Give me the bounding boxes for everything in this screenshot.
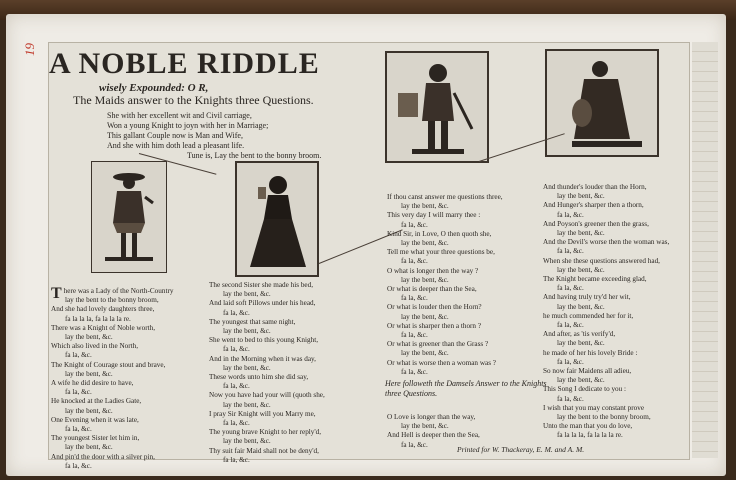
verse-line: lay the bent, &c. xyxy=(223,437,271,446)
verse-line: fa la, &c. xyxy=(557,357,584,366)
verse-line: fa la, &c. xyxy=(401,331,428,340)
verse-column-4 xyxy=(543,183,689,441)
ballad-subtitle-2: The Maids answer to the Knights three Questions. xyxy=(73,93,314,107)
verse-line: Or what is deeper than the Sea, xyxy=(387,285,477,294)
verse-line: One Evening when it was late, xyxy=(51,415,139,424)
verse-line: lay the bent, &c. xyxy=(65,333,113,342)
intro-line: And she with him doth lead a pleasant life. xyxy=(107,141,245,150)
cloaked-figure-woodcut-icon xyxy=(545,49,659,157)
verse-line: fa la, &c. xyxy=(557,247,584,256)
verse-line: fa la, &c. xyxy=(557,394,584,403)
verse-line: fa la, &c. xyxy=(223,455,250,464)
verse-column-2 xyxy=(209,281,359,465)
verse-line: lay the bent, &c. xyxy=(65,369,113,378)
verse-line: A wife he did desire to have, xyxy=(51,379,134,388)
verse-line: The Knight of Courage stout and brave, xyxy=(51,360,166,369)
verse-line: And after, as 'tis verify'd, xyxy=(543,330,616,339)
verse-line: fa la, &c. xyxy=(65,461,92,470)
verse-line: The young brave Knight to her reply'd, xyxy=(209,428,322,437)
verse-line: fa la, &c. xyxy=(557,284,584,293)
cavalier-woodcut-icon xyxy=(91,161,167,273)
verse-line: O what is longer then the way ? xyxy=(387,266,479,275)
verse-line: fa la la la, fa la la la re. xyxy=(65,314,131,323)
verse-line: lay the bent, &c. xyxy=(557,229,605,238)
verse-line: lay the bent, &c. xyxy=(65,406,113,415)
verse-line: fa la, &c. xyxy=(401,257,428,266)
verse-line: There was a Lady of the North-Country xyxy=(51,285,174,302)
verse-line: And Hell is deeper then the Sea, xyxy=(387,431,480,440)
verse-line: lay the bent, &c. xyxy=(401,422,449,431)
verse-line: fa la, &c. xyxy=(223,308,250,317)
verse-line: lay the bent, &c. xyxy=(223,363,271,372)
verse-line: lay the bent to the bonny broom, xyxy=(557,413,651,422)
verse-line: The second Sister she made his bed, xyxy=(209,281,313,289)
verse-line: The youngest Sister let him in, xyxy=(51,434,140,443)
verse-line: And in the Morning when it was day, xyxy=(209,354,316,363)
verse-line: I wish that you may constant prove xyxy=(543,403,645,412)
verse-line: lay the bent, &c. xyxy=(401,349,449,358)
verse-line: Kind Sir, in Love, O then quoth she, xyxy=(387,229,492,238)
intro-line: Won a young Knight to joyn with her in Marriage; xyxy=(107,121,269,130)
verse-line: lay the bent, &c. xyxy=(557,192,605,201)
verse-line: fa la, &c. xyxy=(223,345,250,354)
verse-line: Or what is worse then a woman was ? xyxy=(387,358,496,367)
verse-line: I pray Sir Knight will you Marry me, xyxy=(209,409,316,418)
verse-line: The Knight became exceeding glad, xyxy=(543,275,647,284)
verse-column-3 xyxy=(387,193,547,377)
verse-line: fa la, &c. xyxy=(65,425,92,434)
verse-line: fa la, &c. xyxy=(223,382,250,391)
verse-line: These words unto him she did say, xyxy=(209,373,309,382)
verse-line: And laid soft Pillows under his head, xyxy=(209,299,316,308)
verse-line: Tell me what your three questions be, xyxy=(387,248,495,257)
verse-line: fa la, &c. xyxy=(401,294,428,303)
verse-line: lay the bent, &c. xyxy=(401,275,449,284)
verse-line: lay the bent, &c. xyxy=(401,202,449,211)
verse-line: Now you have had your will (quoth she, xyxy=(209,391,325,400)
verse-line: And the Devil's worse then the woman was, xyxy=(543,238,670,247)
verse-line: lay the bent, &c. xyxy=(557,339,605,348)
verse-line: lay the bent, &c. xyxy=(401,312,449,321)
verse-line: She went to bed to this young Knight, xyxy=(209,336,319,345)
verse-line: lay the bent, &c. xyxy=(401,239,449,248)
verse-line: lay the bent, &c. xyxy=(557,376,605,385)
verse-line: Or what is sharper then a thorn ? xyxy=(387,321,482,330)
verse-line: lay the bent, &c. xyxy=(557,302,605,311)
verse-line: And Hunger's sharper then a thorn, xyxy=(543,201,644,210)
folio-number: 19 xyxy=(22,43,37,56)
verse-line: fa la la la, fa la la la re. xyxy=(557,431,623,440)
verse-line: fa la, &c. xyxy=(65,388,92,397)
verse-line: O Love is longer than the way, xyxy=(387,413,476,421)
verse-line: So now fair Maidens all adieu, xyxy=(543,367,632,376)
printer-imprint: Printed for W. Thackeray, E. M. and A. M. xyxy=(457,445,585,454)
verse-line: lay the bent, &c. xyxy=(223,290,271,299)
verse-line: lay the bent, &c. xyxy=(223,327,271,336)
verse-line: lay the bent to the bonny broom, xyxy=(65,296,159,305)
verse-line: lay the bent, &c. xyxy=(65,443,113,452)
verse-line: If thou canst answer me questions three, xyxy=(387,193,503,201)
verse-line: fa la, &c. xyxy=(65,351,92,360)
verse-line: There was a Knight of Noble worth, xyxy=(51,323,155,332)
lady-woodcut-icon xyxy=(235,161,319,277)
verse-line: And pin'd the door with a silver pin, xyxy=(51,452,155,461)
verse-line: lay the bent, &c. xyxy=(223,400,271,409)
verse-line: fa la, &c. xyxy=(223,419,250,428)
verse-line: Or what is louder then the Horn? xyxy=(387,303,482,312)
intro-line: She with her excellent wit and Civil carriage, xyxy=(107,111,252,120)
verse-line: The youngest that same night, xyxy=(209,317,296,326)
ballad-title: A NOBLE RIDDLE xyxy=(49,47,320,80)
verse-line: fa la, &c. xyxy=(401,367,428,376)
verse-line: he made of her his lovely Bride : xyxy=(543,348,638,357)
tune-line: Tune is, Lay the bent to the bonny broom. xyxy=(187,151,322,160)
verse-line: Thy suit fair Maid shall not be deny'd, xyxy=(209,446,319,455)
answer-heading: Here followeth the Damsels Answer to the Knights three Questions. xyxy=(385,379,547,398)
verse-line: lay the bent, &c. xyxy=(557,265,605,274)
verse-line: And having truly try'd her wit, xyxy=(543,293,631,302)
verse-line: This Song I dedicate to you : xyxy=(543,385,627,394)
verse-line: fa la, &c. xyxy=(401,440,428,449)
intro-line: This gallant Couple now is Man and Wife, xyxy=(107,131,243,140)
ballad-subtitle: wisely Expounded: O R, xyxy=(99,82,209,94)
verse-line: And Poyson's greener then the grass, xyxy=(543,219,649,228)
verse-column-1 xyxy=(51,287,211,471)
drop-cap: T xyxy=(51,285,62,302)
verse-line: Or what is greener than the Grass ? xyxy=(387,340,489,349)
verse-line: fa la, &c. xyxy=(401,220,428,229)
verse-line: He knocked at the Ladies Gate, xyxy=(51,397,142,406)
verse-line: And thunder's louder than the Horn, xyxy=(543,183,647,191)
verse-line: he much commended her for it, xyxy=(543,311,634,320)
facing-page-edge xyxy=(692,42,718,458)
verse-line: fa la, &c. xyxy=(557,210,584,219)
verse-line: And she had lovely daughters three, xyxy=(51,305,155,314)
verse-line: This very day I will marry thee : xyxy=(387,211,481,220)
verse-line: Unto the man that you do love, xyxy=(543,422,633,431)
verse-line: Which also lived in the North, xyxy=(51,342,139,351)
knight-woodcut-icon xyxy=(385,51,489,163)
verse-line: When she these questions answered had, xyxy=(543,256,660,265)
broadside-sheet xyxy=(48,42,690,470)
verse-line: fa la, &c. xyxy=(557,321,584,330)
